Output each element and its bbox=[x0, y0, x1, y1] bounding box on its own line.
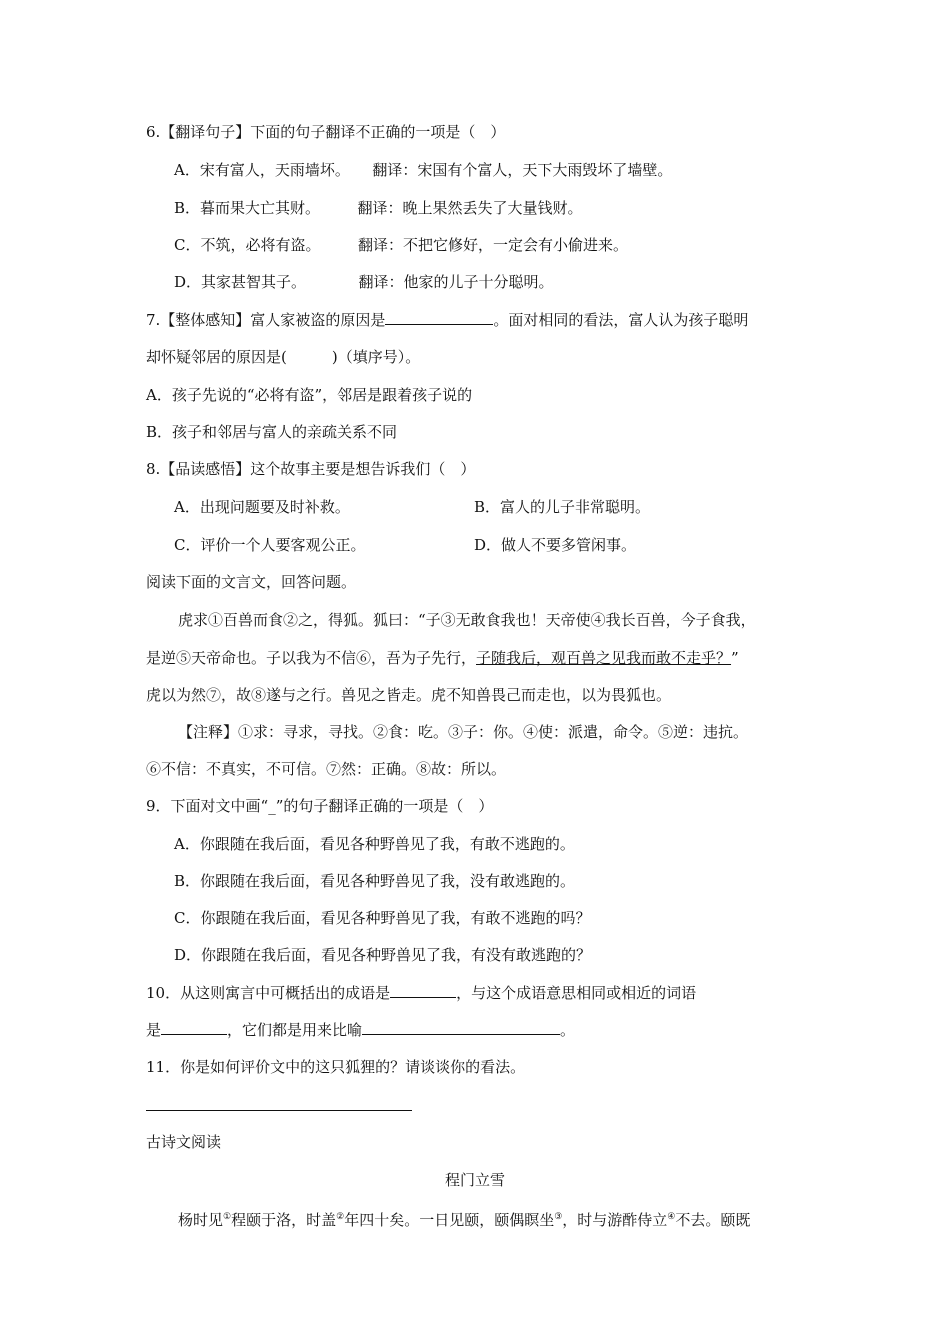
q8-option-row-1 bbox=[174, 497, 794, 517]
q7-answer-blank[interactable] bbox=[385, 310, 493, 325]
notes-line-1: 【注释】①求：寻求，寻找。②食：吃。③子：你。④使：派遣，命令。⑤逆：违抗。 bbox=[178, 723, 749, 741]
q6-option-c: C．不筑，必将有盗。 翻译：不把它修好，一定会有小偷进来。 bbox=[174, 236, 628, 254]
passage-line-3: 虎以为然⑦，故⑧遂与之行。兽见之皆走。虎不知兽畏己而走也，以为畏狐也。 bbox=[146, 686, 672, 704]
passage-line-2: 是逆⑤天帝命也。子以我为不信⑥，吾为子先行，子随我后，观百兽之见我而敢不走乎？” bbox=[146, 649, 739, 667]
passage-line-1: 虎求①百兽而食②之，得狐。狐曰：“子③无敢食我也！天帝使④我长百兽，今子食我， bbox=[178, 611, 756, 629]
q8-option-row-2 bbox=[174, 535, 794, 555]
section-heading: 古诗文阅读 bbox=[146, 1133, 222, 1151]
q7-stem: 7.【整体感知】富人家被盗的原因是 。面对相同的看法，富人认为孩子聪明 bbox=[146, 311, 749, 329]
q10-metaphor-blank[interactable] bbox=[362, 1020, 560, 1035]
q8-option-d: D．做人不要多管闲事。 bbox=[474, 536, 637, 554]
q6-option-d: D．其家甚智其子。 翻译：他家的儿子十分聪明。 bbox=[174, 273, 554, 291]
q10-stem: 10．从这则寓言中可概括出的成语是 ，与这个成语意思相同或相近的词语 bbox=[146, 984, 697, 1002]
q9-option-a: A．你跟随在我后面，看见各种野兽见了我，有敢不逃跑的。 bbox=[174, 835, 575, 853]
underlined-sentence: 子随我后，观百兽之见我而敢不走乎？ bbox=[476, 649, 732, 667]
q6-option-a: A．宋有富人，天雨墙坏。 翻译：宋国有个富人，天下大雨毁坏了墙壁。 bbox=[174, 161, 673, 179]
q6-stem: 6.【翻译句子】下面的句子翻译不正确的一项是（ ） bbox=[146, 123, 506, 141]
q9-option-c: C．你跟随在我后面，看见各种野兽见了我，有敢不逃跑的吗？ bbox=[174, 909, 591, 927]
q7-option-a: A．孩子先说的“必将有盗”，邻居是跟着孩子说的 bbox=[146, 386, 473, 404]
q11-answer-line[interactable] bbox=[146, 1110, 412, 1111]
q9-option-b: B．你跟随在我后面，看见各种野兽见了我，没有敢逃跑的。 bbox=[174, 872, 576, 890]
q7-stem-cont: 却怀疑邻居的原因是( )（填序号）。 bbox=[146, 348, 421, 366]
q10-synonym-blank[interactable] bbox=[161, 1020, 227, 1035]
q10-stem-cont: 是 ，它们都是用来比喻 。 bbox=[146, 1021, 576, 1039]
q6-option-b: B．暮而果大亡其财。 翻译：晚上果然丢失了大量钱财。 bbox=[174, 199, 583, 217]
q9-option-d: D．你跟随在我后面，看见各种野兽见了我，有没有敢逃跑的？ bbox=[174, 946, 592, 964]
q8-option-b: B．富人的儿子非常聪明。 bbox=[474, 498, 651, 516]
q8-option-c: C．评价一个人要客观公正。 bbox=[174, 536, 366, 554]
notes-line-2: ⑥不信：不真实，不可信。⑦然：正确。⑧故：所以。 bbox=[146, 760, 507, 778]
poem-title: 程门立雪 bbox=[444, 1171, 505, 1189]
q10-idiom-blank[interactable] bbox=[390, 983, 456, 998]
q8-stem: 8.【品读感悟】这个故事主要是想告诉我们（ ） bbox=[146, 460, 476, 478]
passage-intro: 阅读下面的文言文，回答问题。 bbox=[146, 573, 357, 591]
q8-option-a: A．出现问题要及时补救。 bbox=[174, 498, 350, 516]
q9-stem: 9．下面对文中画“_”的句子翻译正确的一项是（ ） bbox=[146, 797, 494, 815]
q11-stem: 11．你是如何评价文中的这只狐狸的？请谈谈你的看法。 bbox=[146, 1058, 526, 1076]
poem-text: 杨时见①程颐于洛，时盖②年四十矣。一日见颐，颐偶瞑坐③，时与游酢侍立④不去。颐既 bbox=[178, 1211, 751, 1229]
q7-option-b: B．孩子和邻居与富人的亲疏关系不同 bbox=[146, 423, 398, 441]
